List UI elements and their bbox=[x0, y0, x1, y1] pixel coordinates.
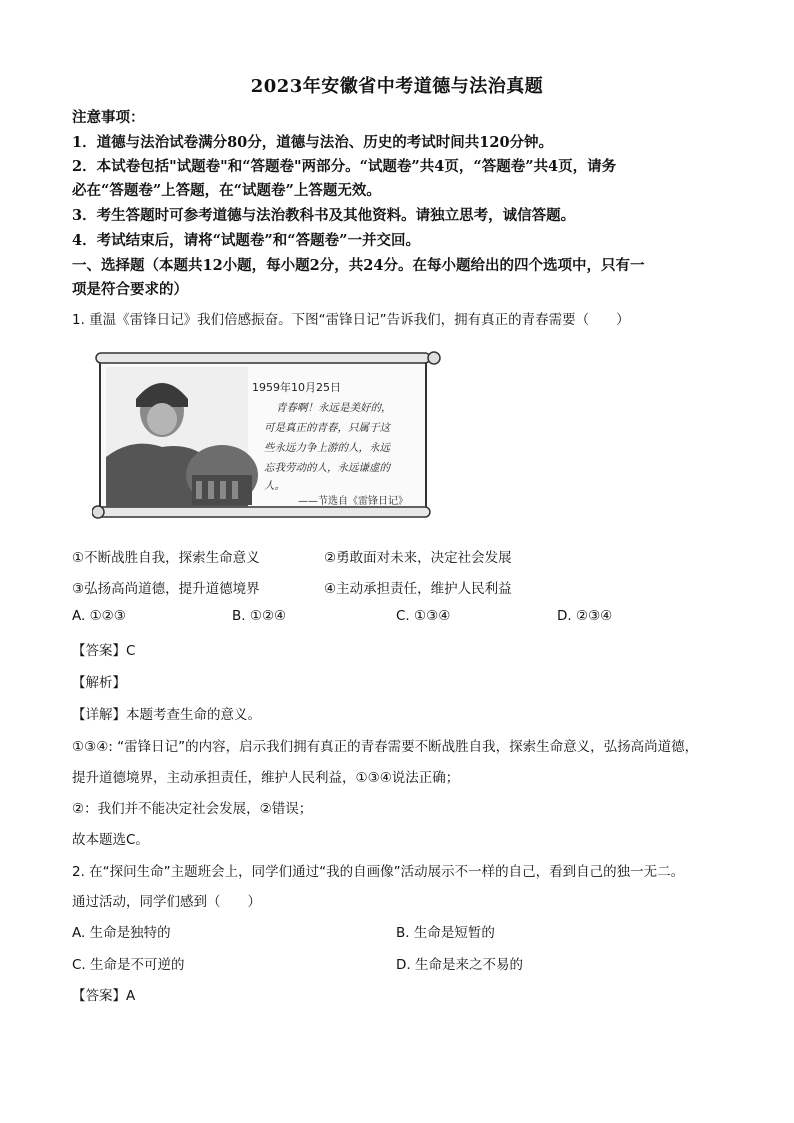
diary-scroll-figure bbox=[92, 347, 444, 523]
notice-item-2-cont: 必在“答题卷”上答题，在“试题卷”上答题无效。 bbox=[72, 182, 381, 199]
q1-analysis-label: 【解析】 bbox=[72, 675, 126, 691]
section-heading: 一、选择题（本题共12小题，每小题2分，共24分。在每小题给出的四个选项中，只有一 bbox=[72, 257, 645, 274]
q1-explanation-2: ②：我们并不能决定社会发展，②错误； bbox=[72, 801, 313, 817]
q1-option-c: C. ①③④ bbox=[396, 608, 451, 624]
q1-option-d: D. ②③④ bbox=[557, 608, 613, 624]
diary-line-1: 青春啊！永远是美好的， bbox=[276, 402, 392, 414]
answer-value: C bbox=[126, 643, 136, 659]
diary-date: 1959年10月25日 bbox=[252, 381, 341, 394]
q1-statement-2: ②勇敢面对未来，决定社会发展 bbox=[324, 550, 512, 566]
q1-stem: 1. 重温《雷锋日记》我们倍感振奋。下图“雷锋日记”告诉我们，拥有真正的青春需要（ ） bbox=[72, 312, 630, 328]
notice-heading: 注意事项： bbox=[72, 109, 145, 126]
section-heading-cont: 项是符合要求的） bbox=[72, 281, 188, 298]
q2-option-b: B. 生命是短暂的 bbox=[396, 925, 495, 941]
diary-line-3: 些永远力争上游的人，永远 bbox=[264, 442, 390, 454]
q1-explanation-3: 故本题选C。 bbox=[72, 832, 149, 848]
answer-label: 【答案】 bbox=[72, 988, 126, 1004]
notice-item-2: 2．本试卷包括"试题卷"和“答题卷"两部分。“试题卷”共4页，“答题卷”共4页，请务 bbox=[72, 158, 617, 175]
q2-stem: 2. 在“探问生命”主题班会上，同学们通过“我的自画像”活动展示不一样的自己，看到自己的独一无二。 bbox=[72, 864, 685, 880]
detail-text: 本题考查生命的意义。 bbox=[126, 707, 261, 723]
q1-answer bbox=[72, 639, 135, 659]
q1-option-a: A. ①②③ bbox=[72, 608, 126, 624]
q1-statement-4: ④主动承担责任，维护人民利益 bbox=[324, 581, 512, 597]
q2-option-a: A. 生命是独特的 bbox=[72, 925, 171, 941]
page-title: 2023年安徽省中考道德与法治真题 bbox=[250, 76, 544, 97]
q2-option-d: D. 生命是来之不易的 bbox=[396, 957, 523, 973]
scroll-top-roll bbox=[96, 353, 430, 363]
detail-label: 【详解】 bbox=[72, 707, 126, 723]
diary-source: ——节选自《雷锋日记》 bbox=[298, 496, 408, 507]
q2-answer bbox=[72, 984, 135, 1004]
portrait-photo bbox=[106, 367, 258, 507]
notice-item-1: 1．道德与法治试卷满分80分，道德与法治、历史的考试时间共120分钟。 bbox=[72, 134, 554, 151]
q2-stem-cont: 通过活动，同学们感到（ ） bbox=[72, 894, 261, 910]
q1-detail bbox=[72, 703, 261, 723]
answer-value: A bbox=[126, 988, 136, 1004]
q1-statement-1: ①不断战胜自我，探索生命意义 bbox=[72, 550, 260, 566]
scroll-bottom-roll bbox=[96, 507, 430, 517]
diary-line-4: 忘我劳动的人，永远谦虚的 bbox=[264, 462, 390, 474]
q1-option-b: B. ①②④ bbox=[232, 608, 287, 624]
notice-item-3: 3．考生答题时可参考道德与法治教科书及其他资料。请独立思考，诚信答题。 bbox=[72, 207, 576, 224]
diary-line-2: 可是真正的青春，只属于这 bbox=[264, 422, 390, 434]
diary-line-5: 人。 bbox=[264, 480, 285, 492]
q1-explanation-1b: 提升道德境界，主动承担责任，维护人民利益，①③④说法正确； bbox=[72, 770, 460, 786]
q2-option-c: C. 生命是不可逆的 bbox=[72, 957, 185, 973]
notice-item-4: 4．考试结束后，请将“试题卷”和“答题卷”一并交回。 bbox=[72, 232, 420, 249]
q1-explanation-1a: ①③④: “雷锋日记”的内容，启示我们拥有真正的青春需要不断战胜自我，探索生命意义，弘扬高尚道德， bbox=[72, 739, 699, 755]
answer-label: 【答案】 bbox=[72, 643, 126, 659]
q1-statement-3: ③弘扬高尚道德，提升道德境界 bbox=[72, 581, 260, 597]
